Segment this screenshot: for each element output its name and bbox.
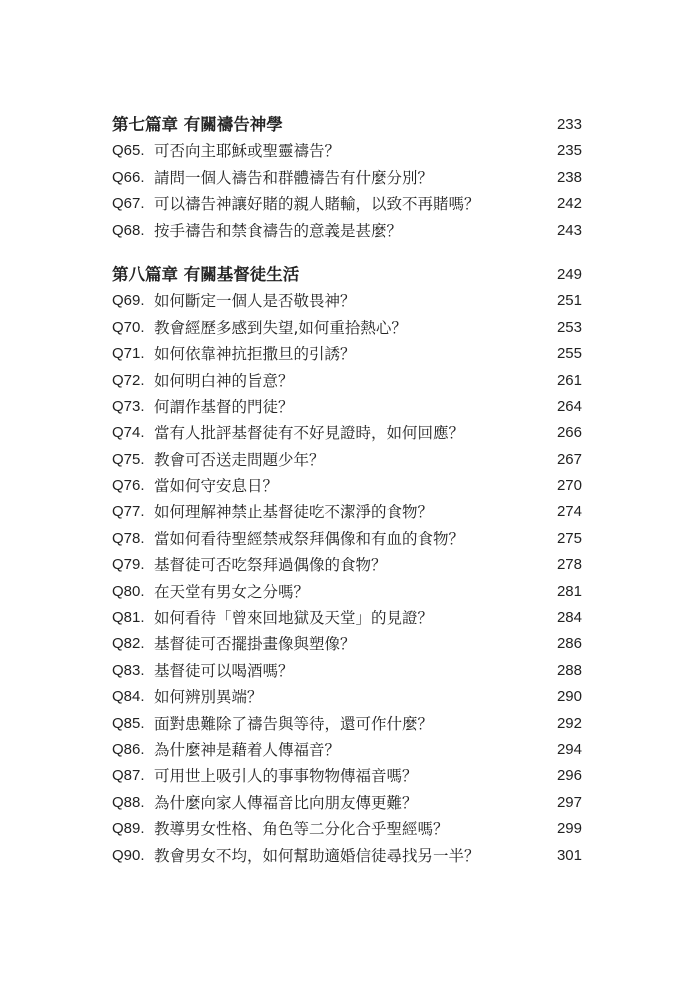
- page-number: 284: [556, 609, 582, 627]
- toc-entry: [112, 394, 582, 420]
- chapter-heading: [112, 112, 582, 138]
- toc-entry: [112, 499, 582, 525]
- question-number: Q76.: [112, 477, 145, 495]
- page-number: 270: [556, 477, 582, 495]
- toc-entry: [112, 341, 582, 367]
- question-number: Q73.: [112, 397, 145, 415]
- question-number: Q84.: [112, 688, 145, 706]
- question-number: Q81.: [112, 609, 145, 627]
- page-number: 238: [556, 168, 582, 186]
- toc-entry: [112, 631, 582, 657]
- question-text: 請問一個人禱告和群體禱告有什麼分別？: [154, 168, 434, 187]
- page-number: 251: [556, 292, 582, 310]
- question-number: Q88.: [112, 793, 145, 811]
- toc-entry: [112, 165, 582, 191]
- question-number: Q69.: [112, 292, 145, 310]
- page-number: 255: [556, 345, 582, 363]
- toc-entry: [112, 420, 582, 446]
- page-number: 249: [556, 265, 582, 283]
- question-number: Q72.: [112, 371, 145, 389]
- question-text: 何謂作基督的門徒？: [154, 397, 294, 416]
- question-number: Q80.: [112, 582, 145, 600]
- toc-entry: [112, 138, 582, 164]
- question-number: Q70.: [112, 318, 145, 336]
- question-text: 如何斷定一個人是否敬畏神？: [154, 292, 356, 311]
- page-number: 275: [556, 529, 582, 547]
- question-text: 面對患難除了禱告與等待，還可作什麼？: [154, 714, 434, 733]
- question-number: Q67.: [112, 195, 145, 213]
- page-number: 286: [556, 635, 582, 653]
- toc-entry: [112, 816, 582, 842]
- question-text: 基督徒可以喝酒嗎？: [154, 661, 294, 680]
- question-text: 可否向主耶穌或聖靈禱告？: [154, 142, 341, 161]
- page-number: 274: [556, 503, 582, 521]
- question-text: 當有人批評基督徒有不好見證時，如何回應？: [154, 424, 465, 443]
- page-number: 296: [556, 767, 582, 785]
- question-text: 當如何看待聖經禁戒祭拜偶像和有血的食物？: [154, 529, 465, 548]
- toc-entry: [112, 843, 582, 869]
- question-number: Q71.: [112, 345, 145, 363]
- table-of-contents: [112, 112, 582, 869]
- question-text: 按手禱告和禁食禱告的意義是甚麼？: [154, 221, 403, 240]
- page-number: 297: [556, 793, 582, 811]
- question-text: 基督徒可否擺掛畫像與塑像？: [154, 635, 356, 654]
- page-number: 266: [556, 424, 582, 442]
- question-number: Q66.: [112, 168, 145, 186]
- toc-entry: [112, 605, 582, 631]
- question-number: Q75.: [112, 450, 145, 468]
- question-number: Q86.: [112, 740, 145, 758]
- question-text: 當如何守安息日？: [154, 477, 279, 496]
- question-number: Q83.: [112, 661, 145, 679]
- question-text: 為什麼神是藉着人傳福音？: [154, 740, 341, 759]
- toc-entry: [112, 218, 582, 244]
- toc-entry: [112, 711, 582, 737]
- toc-entry: [112, 368, 582, 394]
- question-number: Q89.: [112, 820, 145, 838]
- page-number: 294: [556, 740, 582, 758]
- question-text: 可用世上吸引人的事事物物傳福音嗎？: [154, 767, 418, 786]
- question-number: Q77.: [112, 503, 145, 521]
- toc-entry: [112, 684, 582, 710]
- chapter-heading: [112, 262, 582, 288]
- question-number: Q79.: [112, 556, 145, 574]
- toc-entry: [112, 552, 582, 578]
- question-text: 如何看待「曾來回地獄及天堂」的見證？: [154, 609, 434, 628]
- toc-entry: [112, 526, 582, 552]
- question-text: 基督徒可否吃祭拜過偶像的食物？: [154, 556, 387, 575]
- question-text: 如何理解神禁止基督徒吃不潔淨的食物？: [154, 503, 434, 522]
- question-number: Q74.: [112, 424, 145, 442]
- toc-entry: [112, 658, 582, 684]
- page-number: 243: [556, 221, 582, 239]
- page-number: 281: [556, 582, 582, 600]
- page-number: 253: [556, 318, 582, 336]
- page-number: 278: [556, 556, 582, 574]
- question-text: 教會經歷多感到失望,如何重拾熱心？: [154, 318, 407, 337]
- page-number: 235: [556, 142, 582, 160]
- question-text: 如何依靠神抗拒撒旦的引誘？: [154, 345, 356, 364]
- question-text: 教會可否送走問題少年？: [154, 450, 325, 469]
- toc-entry: [112, 315, 582, 341]
- question-text: 在天堂有男女之分嗎？: [154, 582, 310, 601]
- toc-entry: [112, 191, 582, 217]
- page-number: 292: [556, 714, 582, 732]
- page-number: 299: [556, 820, 582, 838]
- toc-entry: [112, 763, 582, 789]
- toc-entry: [112, 447, 582, 473]
- toc-entry: [112, 288, 582, 314]
- page-number: 290: [556, 688, 582, 706]
- question-text: 教導男女性格、角色等二分化合乎聖經嗎？: [154, 820, 449, 839]
- toc-entry: [112, 737, 582, 763]
- question-number: Q85.: [112, 714, 145, 732]
- question-text: 如何辨別異端？: [154, 688, 263, 707]
- chapter-title: 第八篇章 有關基督徒生活: [112, 264, 300, 284]
- question-number: Q68.: [112, 221, 145, 239]
- question-number: Q90.: [112, 846, 145, 864]
- page-number: 233: [556, 116, 582, 133]
- toc-entry: [112, 579, 582, 605]
- page-number: 261: [556, 371, 582, 389]
- question-text: 為什麼向家人傳福音比向朋友傳更難？: [154, 793, 418, 812]
- question-number: Q82.: [112, 635, 145, 653]
- question-number: Q65.: [112, 142, 145, 160]
- page-number: 267: [556, 450, 582, 468]
- page-number: 264: [556, 397, 582, 415]
- question-number: Q87.: [112, 767, 145, 785]
- question-text: 如何明白神的旨意？: [154, 371, 294, 390]
- question-number: Q78.: [112, 529, 145, 547]
- page-number: 242: [556, 195, 582, 213]
- page-number: 288: [556, 661, 582, 679]
- chapter-8: [112, 262, 582, 869]
- page-number: 301: [556, 846, 582, 864]
- question-text: 可以禱告神讓好賭的親人賭輸，以致不再賭嗎？: [154, 195, 480, 214]
- chapter-title: 第七篇章 有關禱告神學: [112, 115, 283, 134]
- question-text: 教會男女不均，如何幫助適婚信徒尋找另一半？: [154, 846, 480, 865]
- toc-entry: [112, 473, 582, 499]
- toc-entry: [112, 790, 582, 816]
- chapter-7: [112, 112, 582, 244]
